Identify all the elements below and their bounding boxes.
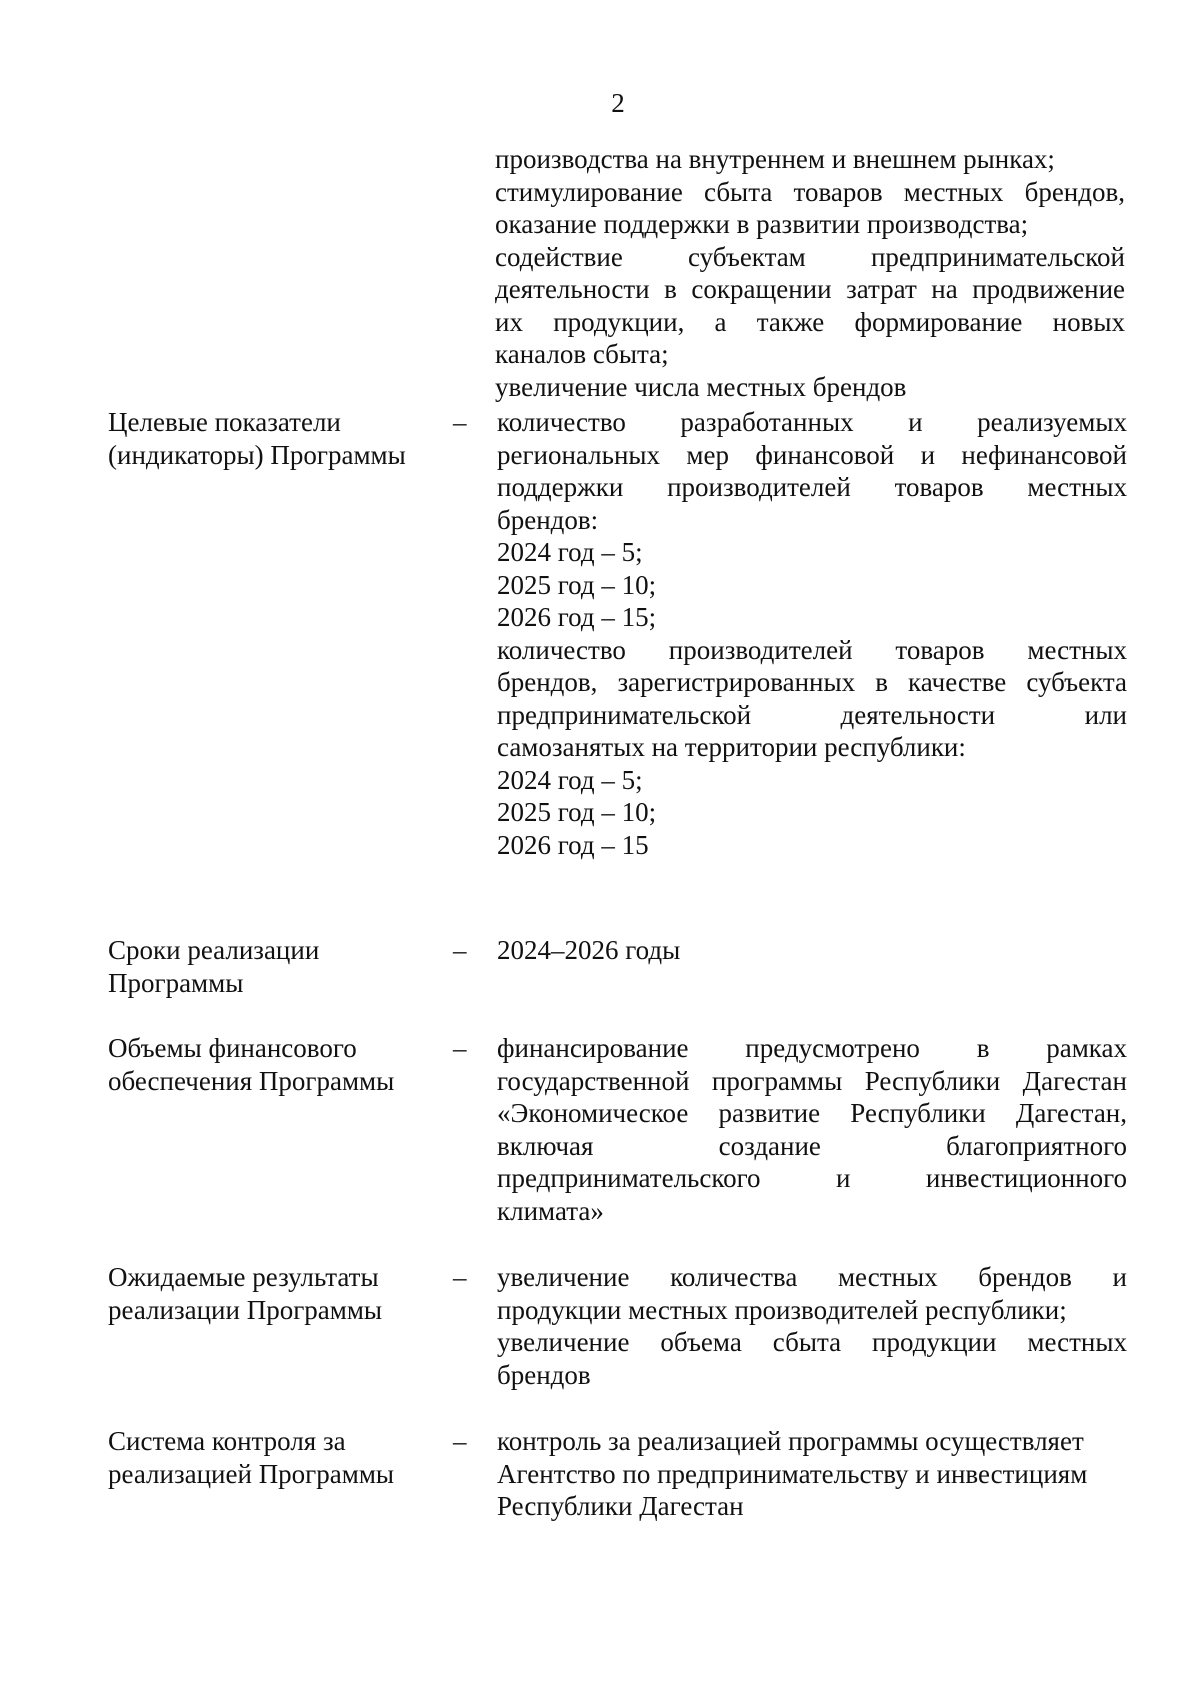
content-line: Республики Дагестан (497, 1491, 744, 1521)
content-line: 2025 год – 10; (497, 569, 657, 600)
content-line: брендов (497, 1359, 591, 1390)
content-line: увеличение объема сбыта продукции местных (497, 1327, 1127, 1357)
section-targets-content (497, 406, 1127, 861)
page-number: 2 (611, 88, 625, 118)
content-line: брендов: (497, 504, 599, 535)
section-funding-content (497, 1032, 1127, 1227)
content-line: самозанятых на территории республики: (497, 732, 966, 762)
intro-line: их продукции, а также формирование новых (495, 306, 1125, 337)
dash-separator: – (453, 407, 467, 437)
label-line: Ожидаемые результаты (108, 1262, 379, 1292)
section-timeline-content (497, 934, 1127, 967)
dash-separator: – (453, 1426, 467, 1456)
section-funding-label (108, 1032, 428, 1097)
intro-line: производства на внутреннем и внешнем рынках; (495, 144, 1055, 174)
intro-line: каналов сбыта; (495, 339, 669, 369)
intro-continuation (495, 143, 1125, 403)
label-line: реализацией Программы (108, 1458, 395, 1489)
content-line: предпринимательской деятельности или (497, 699, 1127, 730)
section-timeline-label (108, 934, 428, 999)
content-line: региональных мер финансовой и нефинансовой (497, 439, 1127, 470)
content-line: 2025 год – 10; (497, 797, 657, 827)
dash-separator: – (453, 1033, 467, 1063)
content-line: включая создание благоприятного (497, 1130, 1127, 1161)
content-line: количество разработанных и реализуемых (497, 407, 1127, 437)
content-line: 2024–2026 годы (497, 935, 681, 965)
label-line: Программы (108, 967, 244, 998)
intro-line: стимулирование сбыта товаров местных брендов, (495, 176, 1125, 207)
dash-separator: – (453, 935, 467, 965)
content-line: 2024 год – 5; (497, 764, 643, 795)
content-line: количество производителей товаров местных (497, 634, 1127, 665)
content-line: контроль за реализацией программы осуществляет (497, 1426, 1084, 1456)
content-line: климата» (497, 1195, 604, 1226)
section-control-content (497, 1425, 1127, 1523)
label-line: обеспечения Программы (108, 1065, 395, 1096)
label-line: Объемы финансового (108, 1033, 357, 1063)
section-control-label (108, 1425, 428, 1490)
label-line: Целевые показатели (108, 407, 341, 437)
content-line: Агентство по предпринимательству и инвестициям (497, 1458, 1088, 1489)
content-line: предпринимательского и инвестиционного (497, 1163, 1127, 1193)
content-line: государственной программы Республики Дагестан (497, 1065, 1127, 1096)
section-targets-label (108, 406, 428, 471)
content-line: 2026 год – 15 (497, 829, 649, 860)
label-line: реализации Программы (108, 1294, 383, 1325)
intro-line: увеличение числа местных брендов (495, 371, 907, 402)
intro-line: содействие субъектам предпринимательской (495, 241, 1125, 272)
intro-line: деятельности в сокращении затрат на продвижение (495, 274, 1125, 304)
label-line: Система контроля за (108, 1426, 346, 1456)
section-results-content (497, 1261, 1127, 1391)
intro-line: оказание поддержки в развитии производства; (495, 209, 1029, 239)
content-line: 2024 год – 5; (497, 537, 643, 567)
content-line: финансирование предусмотрено в рамках (497, 1033, 1127, 1063)
content-line: брендов, зарегистрированных в качестве субъекта (497, 667, 1127, 697)
label-line: (индикаторы) Программы (108, 439, 406, 470)
content-line: 2026 год – 15; (497, 602, 657, 632)
section-results-label (108, 1261, 428, 1326)
content-line: «Экономическое развитие Республики Дагестан, (497, 1098, 1127, 1128)
content-line: увеличение количества местных брендов и (497, 1262, 1127, 1292)
label-line: Сроки реализации (108, 935, 320, 965)
dash-separator: – (453, 1262, 467, 1292)
content-line: продукции местных производителей республики; (497, 1294, 1067, 1325)
content-line: поддержки производителей товаров местных (497, 472, 1127, 502)
